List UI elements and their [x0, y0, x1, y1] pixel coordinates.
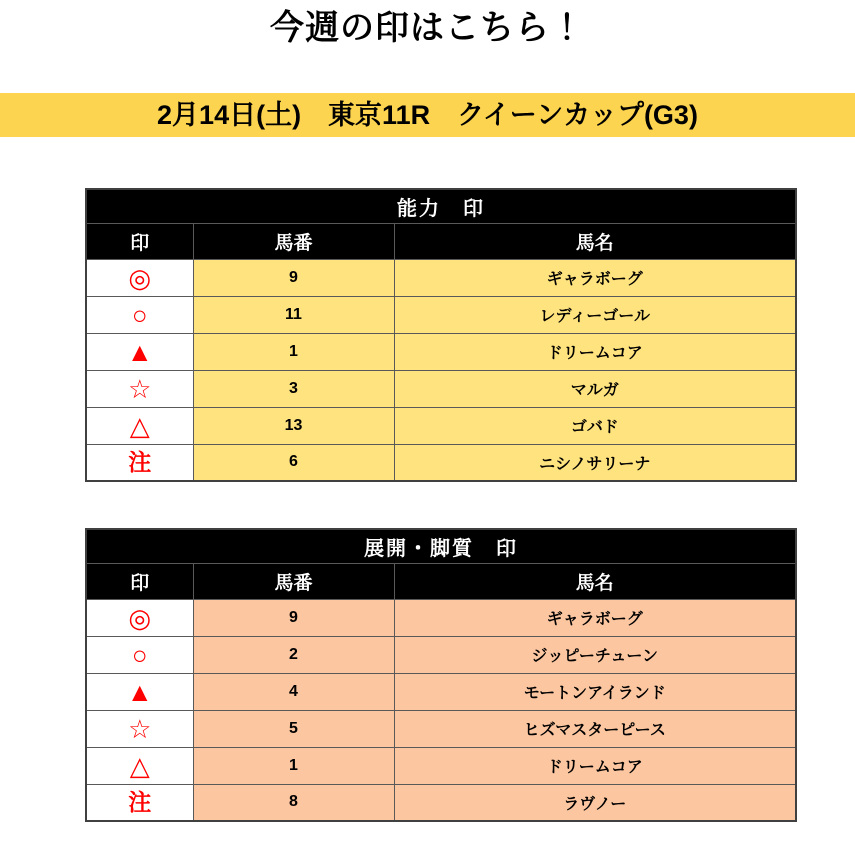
horse-name: ギャラボーグ — [394, 259, 796, 296]
horse-number: 4 — [193, 673, 394, 710]
page-title: 今週の印はこちら！ — [270, 9, 585, 47]
mark-symbol: ○ — [86, 296, 193, 333]
table-row — [86, 333, 796, 370]
table-row — [86, 673, 796, 710]
column-header-name: 馬名 — [394, 563, 796, 599]
table-title-row — [86, 189, 796, 223]
column-header-number: 馬番 — [193, 563, 394, 599]
horse-number: 5 — [193, 710, 394, 747]
table-row — [86, 784, 796, 821]
horse-name: ヒズマスターピース — [394, 710, 796, 747]
table-row — [86, 296, 796, 333]
mark-symbol: ○ — [86, 636, 193, 673]
mark-symbol: △ — [86, 747, 193, 784]
horse-number: 2 — [193, 636, 394, 673]
table-title: 能力 印 — [86, 189, 796, 223]
ability-mark-table — [85, 188, 797, 482]
table-title: 展開・脚質 印 — [86, 529, 796, 563]
horse-number: 8 — [193, 784, 394, 821]
horse-number: 11 — [193, 296, 394, 333]
table-row — [86, 636, 796, 673]
horse-number: 9 — [193, 259, 394, 296]
mark-symbol: ◎ — [86, 259, 193, 296]
table-row — [86, 747, 796, 784]
pace-style-mark-table — [85, 528, 797, 822]
mark-symbol: ☆ — [86, 370, 193, 407]
horse-number: 1 — [193, 747, 394, 784]
horse-name: ラヴノー — [394, 784, 796, 821]
column-header-row — [86, 223, 796, 259]
mark-symbol: 注 — [86, 784, 193, 821]
horse-number: 6 — [193, 444, 394, 481]
table-row — [86, 259, 796, 296]
table-row — [86, 370, 796, 407]
horse-name: ゴバド — [394, 407, 796, 444]
column-header-number: 馬番 — [193, 223, 394, 259]
table-row — [86, 710, 796, 747]
mark-symbol: ▲ — [86, 673, 193, 710]
horse-name: マルガ — [394, 370, 796, 407]
column-header-row — [86, 563, 796, 599]
horse-name: ドリームコア — [394, 333, 796, 370]
table-row — [86, 407, 796, 444]
mark-symbol: ☆ — [86, 710, 193, 747]
horse-number: 3 — [193, 370, 394, 407]
horse-number: 13 — [193, 407, 394, 444]
table-row — [86, 444, 796, 481]
horse-name: ニシノサリーナ — [394, 444, 796, 481]
horse-name: ギャラボーグ — [394, 599, 796, 636]
mark-symbol: △ — [86, 407, 193, 444]
mark-symbol: ▲ — [86, 333, 193, 370]
mark-symbol: ◎ — [86, 599, 193, 636]
horse-name: モートンアイランド — [394, 673, 796, 710]
race-banner: 2月14日(土) 東京11R クイーンカップ(G3) — [0, 93, 855, 137]
table-row — [86, 599, 796, 636]
column-header-mark: 印 — [86, 223, 193, 259]
mark-symbol: 注 — [86, 444, 193, 481]
table-title-row — [86, 529, 796, 563]
column-header-name: 馬名 — [394, 223, 796, 259]
horse-name: ドリームコア — [394, 747, 796, 784]
horse-name: レディーゴール — [394, 296, 796, 333]
horse-number: 9 — [193, 599, 394, 636]
horse-name: ジッピーチューン — [394, 636, 796, 673]
horse-number: 1 — [193, 333, 394, 370]
column-header-mark: 印 — [86, 563, 193, 599]
